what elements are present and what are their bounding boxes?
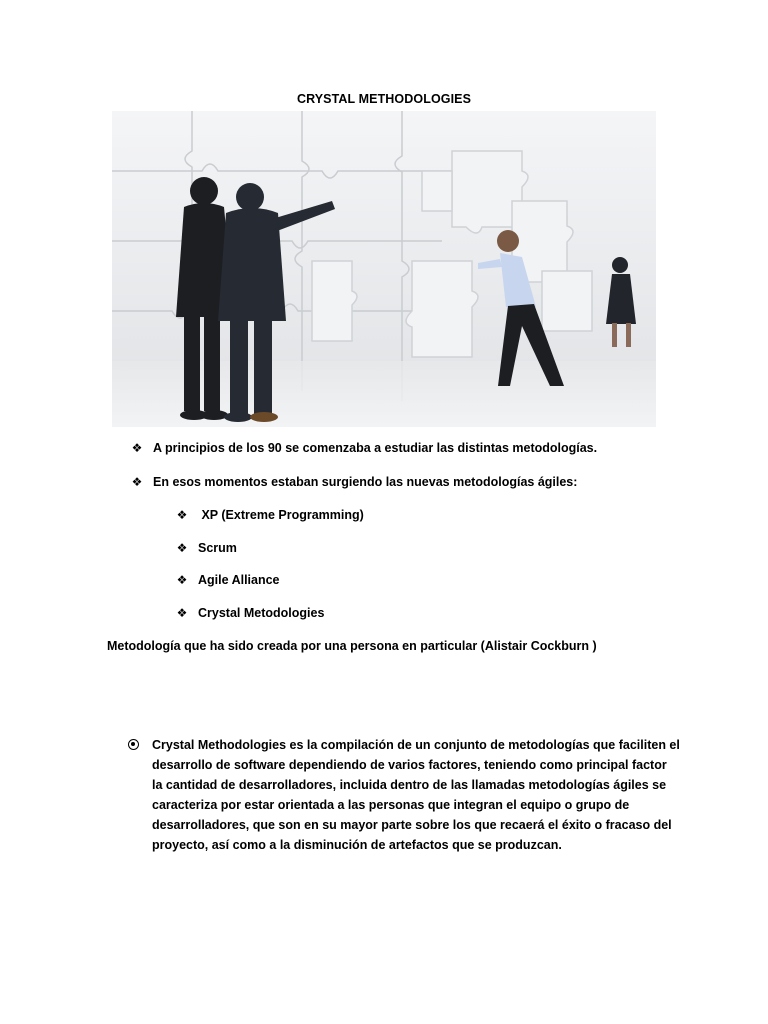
- sub-bullet-crystal: [175, 606, 324, 620]
- sub-bullet-agile-alliance: [175, 573, 280, 587]
- paragraph-line: Crystal Methodologies es la compilación de un conjunto de metodologías que faciliten el: [152, 738, 680, 752]
- circle-bullet-icon: [128, 739, 139, 750]
- diamond-bullet-icon: ❖: [176, 573, 188, 587]
- description-paragraph: [152, 735, 680, 855]
- sub-bullet-scrum: [175, 541, 237, 555]
- sub-bullet-text: Scrum: [198, 541, 237, 555]
- diamond-bullet-icon: ❖: [176, 606, 188, 620]
- bullet-item-2: [130, 475, 577, 489]
- paragraph-line: desarrolladores, que son en su mayor parte sobre los que recaerá el éxito o fracaso del: [152, 818, 672, 832]
- bullet-item-1: [130, 441, 597, 455]
- paragraph-line: caracteriza por estar orientada a las personas que integran el equipo o grupo de: [152, 798, 630, 812]
- sub-bullet-text: Agile Alliance: [198, 573, 280, 587]
- paragraph-line: proyecto, así como a la disminución de artefactos que se produzcan.: [152, 838, 562, 852]
- paragraph-line: desarrollo de software dependiendo de varios factores, teniendo como principal factor: [152, 758, 667, 772]
- sub-bullet-xp: [175, 508, 364, 522]
- bullet-text: A principios de los 90 se comenzaba a estudiar las distintas metodologías.: [153, 441, 598, 455]
- diamond-bullet-icon: ❖: [131, 475, 143, 489]
- sub-bullet-text: XP (Extreme Programming): [198, 508, 364, 522]
- sub-bullet-text: Crystal Metodologies: [198, 606, 325, 620]
- paragraph-line: la cantidad de desarrolladores, incluida dentro de las llamadas metodologías ágiles se: [152, 778, 667, 792]
- author-statement: Metodología que ha sido creada por una persona en particular (Alistair Cockburn ): [107, 639, 597, 653]
- puzzle-teamwork-image: [112, 111, 656, 427]
- diamond-bullet-icon: ❖: [176, 508, 188, 522]
- diamond-bullet-icon: ❖: [131, 441, 143, 455]
- diamond-bullet-icon: ❖: [176, 541, 188, 555]
- bullet-text: En esos momentos estaban surgiendo las nuevas metodologías ágiles:: [153, 475, 578, 489]
- page-title: CRYSTAL METHODOLOGIES: [296, 92, 472, 106]
